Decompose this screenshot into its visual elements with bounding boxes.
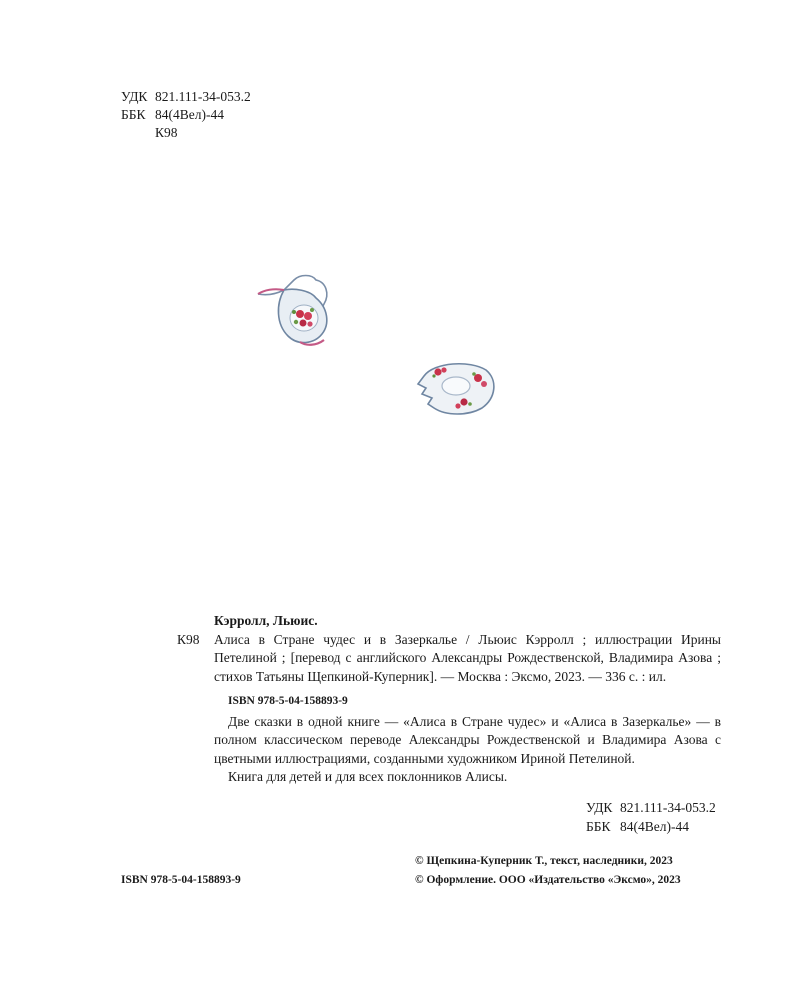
bottom-udk-row — [586, 798, 716, 817]
bottom-classification-block — [586, 798, 716, 836]
entry-author-code: К98 — [177, 631, 200, 647]
bottom-udk-value: 821.111-34-053.2 — [620, 800, 716, 815]
bbk-value: 84(4Вел)-44 — [155, 107, 224, 122]
copyright-text: © Щепкина-Куперник Т., текст, наследники, 2023 — [415, 855, 673, 867]
bottom-bbk-value: 84(4Вел)-44 — [620, 819, 689, 834]
udk-value: 821.111-34-053.2 — [155, 89, 251, 104]
broken-saucer-illustration — [414, 358, 498, 416]
bottom-udk-label: УДК — [586, 800, 613, 815]
entry-annotation: Две сказки в одной книге — «Алиса в Стране чудес» и «Алиса в Зазеркалье» — в полном классическом переводе Александры Рождественской и Владимира Азова с цветными иллюстрациями, созданными художником Ириной Петелиной. — [214, 713, 721, 766]
porcelain-jug-illustration — [254, 268, 338, 352]
copyright-design: © Оформление. ООО «Издательство «Эксмо», 2023 — [415, 874, 681, 886]
bottom-bbk-label: ББК — [586, 819, 611, 834]
udk-label: УДК — [121, 89, 148, 104]
entry-description: Алиса в Стране чудес и в Зазеркалье / Льюис Кэрролл ; иллюстрации Ирины Петелиной ; [перевод с английского Александры Рождественской, Владимира Азова ; стихов Татьяны Щепкиной-Куперник]. — Москва : Эксмо, 2023. — 336 с. : ил. — [214, 631, 721, 684]
udk-row — [121, 88, 251, 106]
bottom-bbk-row — [586, 817, 716, 836]
bibliographic-entry — [177, 612, 721, 787]
entry-author: Кэрролл, Льюис. — [214, 613, 318, 628]
bottom-isbn: ISBN 978-5-04-158893-9 — [121, 874, 241, 886]
top-classification-block — [121, 88, 251, 142]
author-code: К98 — [155, 125, 178, 140]
copyright-block — [415, 852, 681, 890]
bbk-row — [121, 106, 251, 124]
entry-audience: Книга для детей и для всех поклонников Алисы. — [228, 769, 508, 784]
bbk-label: ББК — [121, 107, 146, 122]
entry-isbn: ISBN 978-5-04-158893-9 — [228, 695, 348, 707]
